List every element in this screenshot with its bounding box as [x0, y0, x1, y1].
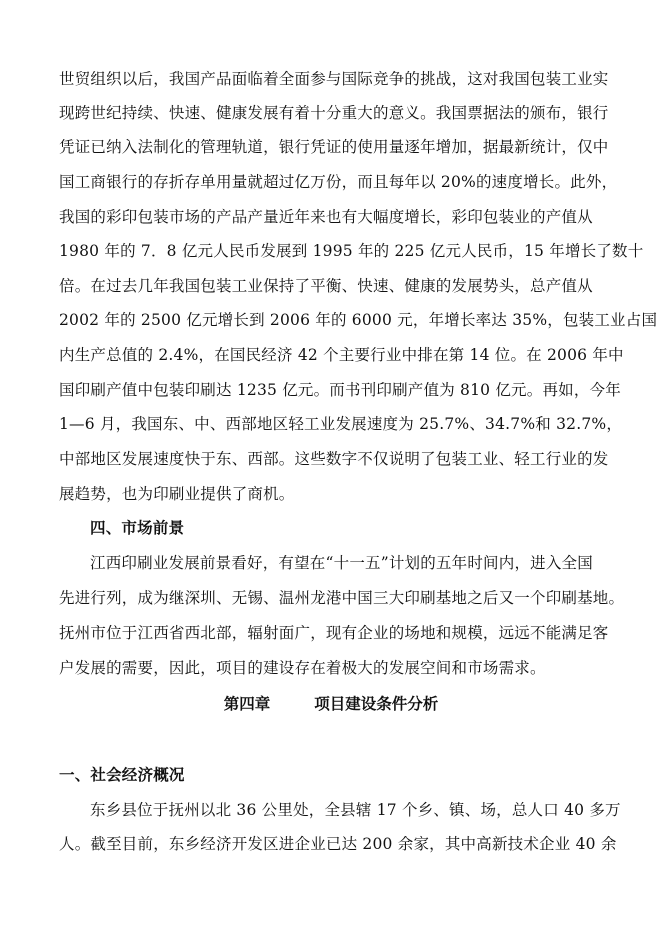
section-heading-market-outlook: 四、市场前景 [90, 519, 185, 537]
chapter-number: 第四章 [223, 695, 271, 713]
paragraph-line: 2002 年的 2500 亿元增长到 2006 年的 6000 元，年增长率达 35%，包装工业占国 [59, 311, 658, 329]
chapter-title [0, 694, 662, 714]
paragraph-line: 展趋势，也为印刷业提供了商机。 [59, 485, 295, 503]
paragraph-line: 江西印刷业发展前景看好，有望在“十一五”计划的五年时间内，进入全国 [90, 554, 593, 572]
paragraph-line: 抚州市位于江西省西北部，辐射面广，现有企业的场地和规模，远远不能满足客 [59, 624, 609, 642]
paragraph-line: 先进行列，成为继深圳、无锡、温州龙港中国三大印刷基地之后又一个印刷基地。 [59, 589, 625, 607]
paragraph-line: 人。截至目前，东乡经济开发区进企业已达 200 余家，其中高新技术企业 40 余 [59, 835, 617, 853]
section-heading-socioeconomic: 一、社会经济概况 [59, 766, 185, 784]
paragraph-line: 世贸组织以后，我国产品面临着全面参与国际竞争的挑战，这对我国包装工业实 [59, 70, 609, 88]
paragraph-line: 中部地区发展速度快于东、西部。这些数字不仅说明了包装工业、轻工行业的发 [59, 450, 609, 468]
paragraph-line: 现跨世纪持续、快速、健康发展有着十分重大的意义。我国票据法的颁布，银行 [59, 104, 609, 122]
paragraph-line: 国工商银行的存折存单用量就超过亿万份，而且每年以 20%的速度增长。此外， [59, 173, 618, 191]
paragraph-line: 凭证已纳入法制化的管理轨道，银行凭证的使用量逐年增加，据最新统计，仅中 [59, 138, 609, 156]
paragraph-line: 我国的彩印包装市场的产品产量近年来也有大幅度增长，彩印包装业的产值从 [59, 208, 593, 226]
paragraph-line: 1—6 月，我国东、中、西部地区轻工业发展速度为 25.7%、34.7%和 32.7%， [59, 415, 623, 433]
paragraph-line: 倍。在过去几年我国包装工业保持了平衡、快速、健康的发展势头，总产值从 [59, 277, 593, 295]
paragraph-line: 东乡县位于抚州以北 36 公里处，全县辖 17 个乡、镇、场，总人口 40 多万 [90, 801, 621, 819]
paragraph-line: 国印刷产值中包装印刷达 1235 亿元。而书刊印刷产值为 810 亿元。再如，今年 [59, 381, 621, 399]
chapter-title-text: 项目建设条件分析 [314, 695, 439, 713]
paragraph-line: 户发展的需要，因此，项目的建设存在着极大的发展空间和市场需求。 [59, 659, 546, 677]
paragraph-line: 内生产总值的 2.4%，在国民经济 42 个主要行业中排在第 14 位。在 2006 年中 [59, 346, 624, 364]
paragraph-line: 1980 年的 7．8 亿元人民币发展到 1995 年的 225 亿元人民币，15 年增长了数十 [59, 242, 644, 260]
